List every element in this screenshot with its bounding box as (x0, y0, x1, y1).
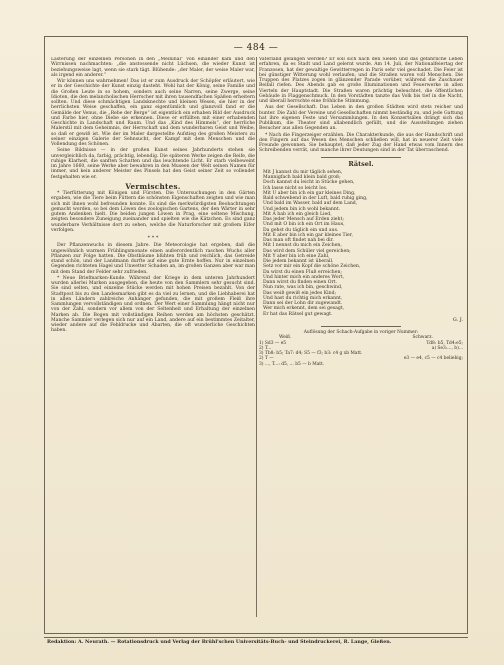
right-column (259, 57, 463, 617)
riddle-line: Und hinter mich ein anderes Wort, (263, 274, 345, 280)
chess-moves (259, 341, 463, 367)
riddle-line: Und mit O bin ich ein Ort im Haus, (263, 222, 345, 228)
riddle-line: Setz vor mir ein Kopf die schöne Zeichen, (263, 264, 361, 270)
chess-col-black: Schwarz. (412, 335, 433, 341)
riddle-line: Mit J kannst du mir täglich sehen, (263, 169, 343, 175)
misc-paragraph: * Tierfütterung mit Königen und Fürsten. Die Untersuchungen in den Gärten ergaben, wie die Tiere beim Füttern die schönsten Eigenschaften zeigten und wie man sich mit ihnen wohl befreunden konnte. Es sind die merkwürdigsten Beobachtungen gemacht worden, so bei dem Löwen des zoologischen Gartens, der den Wärter in sehr gutem Andenken hielt. Die beiden jungen Löwen in Prag, eine seltene Mischung, zeigten besondere Zuneigung zueinander und spielten wie die Kätzchen. Es sind ganz wunderbare Verhältnisse dort zu sehen, welche die Naturforscher mit großem Eifer verfolgen. (51, 191, 255, 233)
riddle-line: Wer mich erkennt, dem sei gesagt, (263, 306, 345, 312)
riddle-line: Nun rate, was ich bin, geschwind, (263, 285, 343, 291)
riddle-line: Da gehst du täglich ein und aus. (263, 227, 339, 233)
column-divider (256, 57, 257, 617)
riddle-line: Das man oft findet nah bei dir. (263, 238, 334, 243)
chess-move-white: 3) ..., T...: d5, ... b5 — b Matt. (259, 361, 325, 367)
riddle-line: Da wirst du einen Fluß erreichen; (263, 269, 342, 275)
article-paragraph: * Nach die Fingerzeiger erzählen. Die Charakterkunde, die aus der Handschrift und den Fingern auf das Wesen des Menschen schließen will, hat in neuerer Zeit viele Freunde gewonnen. Sie behauptet, daß jeder Zug der Hand etwas vom Innern des Schreibenden verrät, und manche ihrer Deutungen sind in der Tat überraschend. (259, 132, 463, 154)
chess-move-white: 3) Tb8: b5; Ta7: d4; S5 — f3; b3: c4 g xb Matt. (259, 351, 363, 357)
chess-move-black: Td8: b5, Td4:e5; (426, 340, 463, 346)
riddle-line: Und bald im Wasser, bald auf dem Land, (263, 201, 358, 207)
chess-move-white: 2) T... (259, 345, 272, 351)
riddle-line: Und jedem bin ich wohl bekannt. (263, 206, 341, 212)
riddle-line: Mit I nennst du mich ein Zeichen, (263, 243, 342, 249)
section-title: Vermischtes. (125, 181, 181, 191)
chess-solution (259, 330, 463, 367)
chess-move-black: e3 — e4, c5 — c4 beliebig; (403, 356, 463, 362)
chess-move-black: a) Se3:..., b)... (431, 345, 463, 351)
riddle-line: Mannigfach bald klein bald groß; (263, 175, 341, 180)
riddle-signature: G. J. (452, 316, 463, 323)
chess-move-row (259, 362, 463, 367)
chess-move-white: 2) T — (259, 356, 274, 362)
article-paragraph: Seine Bildnisse — in der großen Kunst seines Jahrhunderts stehen sie unvergleichlich da, farbig, prächtig, lebendig. Die späteren Werke zeigen die Reife, die ruhige Klarheit, die sanften Schatten und das leuchtende Licht. Er starb vielbeweint im Jahre 1660, seine Werke aber bewahren in den Museen der Welt seinen Namen für immer, und kein anderer Meister des Pinsels hat den Geist seiner Zeit so vollendet festgehalten wie er. (51, 148, 255, 180)
footer-imprint: Redaktion: A. Neurath. — Rotationsdruck und Verlag der Brühl'schen Universitäts-Buch- und Steindruckerei, R. Lange, Gießen. (44, 637, 468, 647)
divider-rule (321, 326, 401, 327)
riddle-line: Mit A hab ich ein gleich Lied, (263, 211, 332, 217)
left-column (51, 57, 255, 617)
riddle-line: Dann wirst du finden einen Ort. (263, 280, 338, 285)
star-divider: * * * (147, 235, 159, 241)
riddle-line: Das jeder Mensch auf Erden zieht; (263, 217, 344, 222)
riddle-line: Die jedem bekannt ist überall. (263, 259, 334, 264)
chess-heading: Auflösung der Schach-Aufgabe in voriger Nummer: (303, 330, 419, 335)
misc-paragraph: Der Pflanzenwuchs in diesem Jahre. Die Meteorologie hat ergeben, daß die ungewöhnlich warmen Frühlingsmonate einen außerordentlich raschen Wuchs aller Pflanzen zur Folge hatten. Die Obstbäume blühten früh und reichlich, das Getreide stand schön, und der Landmann durfte auf eine gute Ernte hoffen. Nur in einzelnen Gegenden richteten Hagel und Unwetter Schaden an, im großen Ganzen aber war man mit dem Stand der Felder sehr zufrieden. (51, 243, 255, 275)
article-paragraph: Vaterland gelangen werden? Er soll sich nach den Sielen und das gefährliche Leben erfahren, da es Stadt und Land gelernt wurde. Am 14. Juli, der Nationalfeiertag der Franzosen, hat der gewaltige Gewitterregen in Paris sehr viel geschadet. Die Feier ist bei günstiger Witterung wohl verlaufen, und die Straßen waren voll Menschen. Die Truppen des Platzes zogen in glänzender Parade vorüber, während die Zuschauer Beifall riefen. Des Abends gab es große Illuminationen und Feuerwerke in allen Vierteln der Hauptstadt. Die Straßen waren prächtig beleuchtet, die öffentlichen Gebäude in Flaggenschmuck. In den Vorstädten tanzte das Volk bis tief in die Nacht, und überall herrschte eine fröhliche Stimmung. (259, 57, 463, 104)
chess-move-white: 1) Sd3 — e5 (259, 340, 287, 346)
riddle-line: Bald schwebend in der Luft, bald ruhig ging, (263, 196, 368, 201)
riddle-title: Rätsel. (348, 159, 374, 168)
riddle-line: Und hast du richtig mich erkannt, (263, 295, 343, 301)
article-paragraph: Aus der Gesellschaft. Das Leben in den großen Städten wird stets reicher und bunter. Die Zahl der Vereine und Gesellschaften nimmt beständig zu, und jede Gattung hat ihre eigenen Feste und Versammlungen. In den Konzertsälen drängt sich das Publikum, die Theater sind allabendlich gefüllt, und die Ausstellungen ziehen Besucher aus allen Gegenden an. (259, 105, 463, 132)
chess-col-white: Weiß. (279, 335, 292, 341)
page-number: — 484 — (233, 43, 279, 53)
riddle-line: Er hat das Rätsel gut gewagt. (263, 311, 333, 317)
riddle-line: Ich lasse nicht so leicht los. (263, 185, 328, 191)
riddle-line: Mit Y aber bin ich eine Zahl, (263, 253, 330, 259)
riddle-line: Das weiß gewiß ein jedes Kind; (263, 290, 337, 296)
riddle-line: Mit E aber bin ich ein gar kleines Tier, (263, 232, 353, 238)
article-paragraph: Wir können uns wahrnehmen! Das ist er zum Ausdruck der Schöpfer erläutert, wie er in der Geschichte der Kunst einzig dasteht. Wohl hat der König, seine Familie und die Großen Leute in so hohem, sonders auch seine Narren, seine Zwerge, seine Idioten, die den melancholischen Herrscher mit ihren tausendfachen Späßen erheitern sollten. Und diese schmächtigen Landsknechte und kleinen Wesen, sie hier in der herrlichsten Weise geschaffen, ein ganz eigentümlich und glanzvoll fand er die Gemälde der Venus, die „Rebe der Berge“ ist eigentlich ein erhaben Bild der Ausdruck und Farbe hier, ohne Diebe sie erkennen. Diese er erfüllten mit einer erhabenden Geschichte in Landschaft und Raum. Und das „Kind des Himmels“, der herrliche Malerstil mit dem Geheimnis, der Herrschaft und dem wunderbaren Geist und Weibe, so daß er gewiß ist. Wie der im Maler dargestellte Aufstieg des großen Meisters zu seiner einzigen Galerie der Sehnsucht, der Kampf mit dem Menschen und die Vollendung des Schönen. (51, 79, 255, 147)
riddle-verse (263, 170, 463, 317)
riddle-line: Dann sei der Lohn dir zugewandt. (263, 301, 343, 306)
divider-rule (321, 157, 401, 158)
riddle-line: Das wird dem Schüler viel gereichen; (263, 248, 351, 254)
misc-paragraph: * Neue Briefmarken-Kunde. Während der Kriege in dem unteren Jahrhundert wurden allerlei Marken ausgegeben, die heute von den Sammlern sehr gesucht sind. Sie sind selten, und einzelne Stücke werden mit hohen Preisen bezahlt. Von der Stadtpost bis zu den Landesmarken gibt es da viel zu lernen, und die Liebhaberei hat in allen Ländern zahlreiche Anhänger gefunden, die mit großem Fleiß ihre Sammlungen vervollständigen und ordnen. Der Wert einer Sammlung hängt nicht nur von der Zahl, sondern vor allem von der Seltenheit und Erhaltung der einzelnen Marken ab. Die Bogen mit vollständigen Reihen werden am höchsten geschätzt. Manche Sammler verlegen sich nur auf ein Land, andere auf ein bestimmtes Zeitalter, wieder andere auf die Fehldrucke und Abarten, die oft wunderliche Geschichten haben. (51, 275, 255, 334)
riddle-line: Doch kannst du leicht in Stücke gehen, (263, 180, 355, 186)
riddle-line: Mit U aber bin ich ein gar kleines Ding, (263, 190, 356, 196)
article-paragraph: Lasterung der einzelnen Personen in den „Meininal“ von einander kam und den Wirrnissen nachmachten: „die anstossende nicht Lüchsen, die wieder Kunst ist beziehungsweise lagt, wenn sie stark tägt. Blühende: „der Maler, der weise Maler war, als irgend ein anderer.“ (51, 57, 255, 78)
